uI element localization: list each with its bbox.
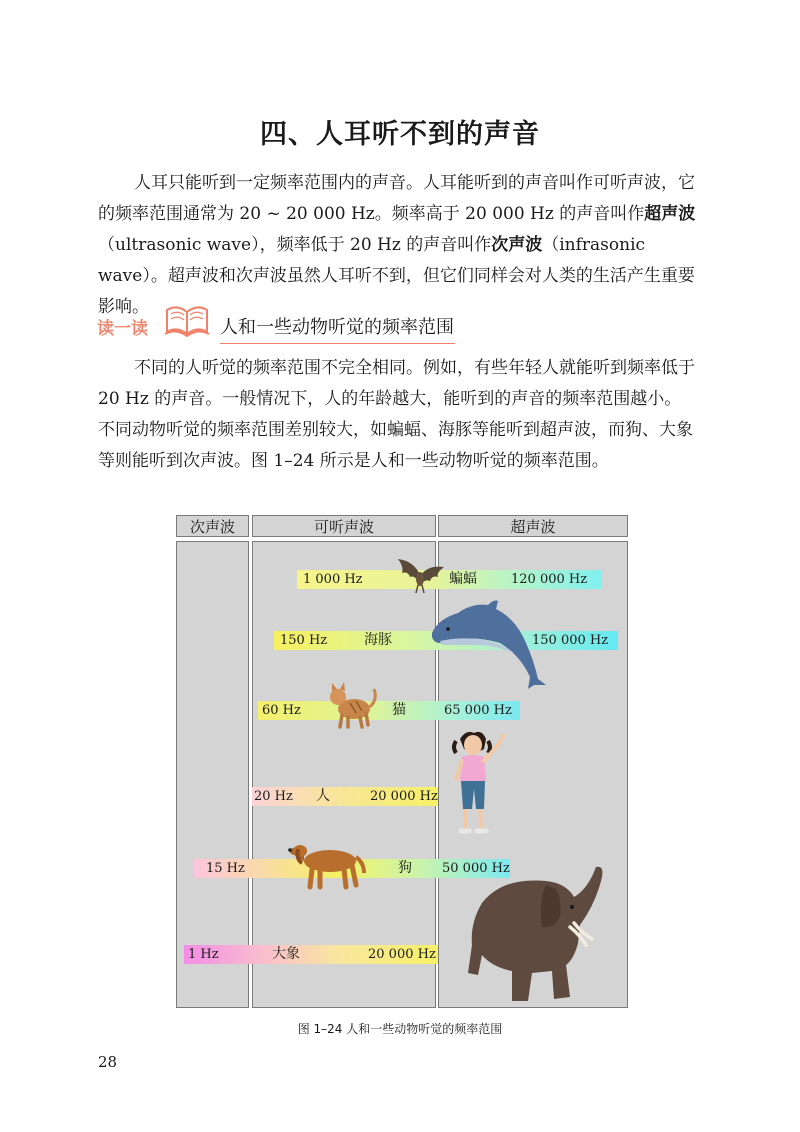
open-book-icon [163, 300, 211, 338]
cat-high: 65 000 Hz [444, 703, 512, 718]
term-infrasonic: 次声波 [491, 235, 543, 255]
intro-text-2: （ultrasonic wave），频率低于 20 Hz 的声音叫作 [98, 235, 492, 255]
reading-label: 读一读 [97, 319, 148, 339]
cat-low: 60 Hz [262, 703, 301, 718]
dog-name: 狗 [398, 860, 412, 876]
dolphin-low: 150 Hz [280, 633, 328, 648]
cat-icon [326, 681, 378, 729]
dog-high: 50 000 Hz [442, 861, 510, 876]
dog-icon [286, 835, 366, 891]
range-bar-bat [297, 570, 601, 589]
elephant-name: 大象 [272, 946, 300, 962]
human-high: 20 000 Hz [370, 789, 438, 804]
page-title: 四、人耳听不到的声音 [260, 119, 540, 150]
range-bar-elephant [184, 945, 438, 964]
intro-text-3: （infrasonic wave）。超声波和次声波虽然人耳听不到，但它们同样会对人类的生活产生重要影响。 [98, 235, 695, 317]
range-bar-human [252, 787, 438, 806]
bat-low: 1 000 Hz [303, 572, 363, 587]
reading-title: 人和一些动物听觉的频率范围 [220, 313, 455, 344]
human-name: 人 [316, 788, 330, 804]
reading-paragraph: 不同的人听觉的频率范围不完全相同。例如，有些年轻人就能听到频率低于 20 Hz 的声音。一般情况下，人的年龄越大，能听到的声音的频率范围越小。不同动物听觉的频率范围差别较大，如蝙蝠、海豚等能听到超声波，而狗、大象等则能听到次声波。图 1–24 所示是人和一些动物听觉的频率范围。 [98, 358, 695, 471]
figure-caption: 图 1–24 人和一些动物听觉的频率范围 [297, 1022, 503, 1036]
dolphin-icon [428, 597, 548, 693]
page-number: 28 [98, 1053, 118, 1071]
term-ultrasonic: 超声波 [644, 204, 696, 224]
bat-icon [394, 555, 446, 595]
frequency-range-figure [176, 515, 628, 1008]
header-ultrasonic: 超声波 [438, 515, 628, 537]
dolphin-high: 150 000 Hz [532, 633, 609, 648]
elephant-icon [462, 863, 614, 1005]
header-infrasonic: 次声波 [176, 515, 249, 537]
column-infrasonic [176, 541, 249, 1008]
cat-name: 猫 [392, 702, 406, 718]
bat-name: 蝙蝠 [449, 571, 477, 587]
intro-text-1: 人耳只能听到一定频率范围内的声音。人耳能听到的声音叫作可听声波，它的频率范围通常为 20 ~ 20 000 Hz。频率高于 20 000 Hz 的声音叫作 [98, 173, 695, 224]
human-low: 20 Hz [254, 789, 293, 804]
dog-low: 15 Hz [206, 861, 245, 876]
header-audible: 可听声波 [252, 515, 436, 537]
dolphin-name: 海豚 [364, 632, 392, 648]
girl-icon [446, 725, 514, 843]
elephant-low: 1 Hz [188, 947, 219, 962]
elephant-high: 20 000 Hz [368, 947, 436, 962]
bat-high: 120 000 Hz [511, 572, 588, 587]
range-bar-cat [258, 701, 520, 720]
column-audible [252, 541, 436, 1008]
